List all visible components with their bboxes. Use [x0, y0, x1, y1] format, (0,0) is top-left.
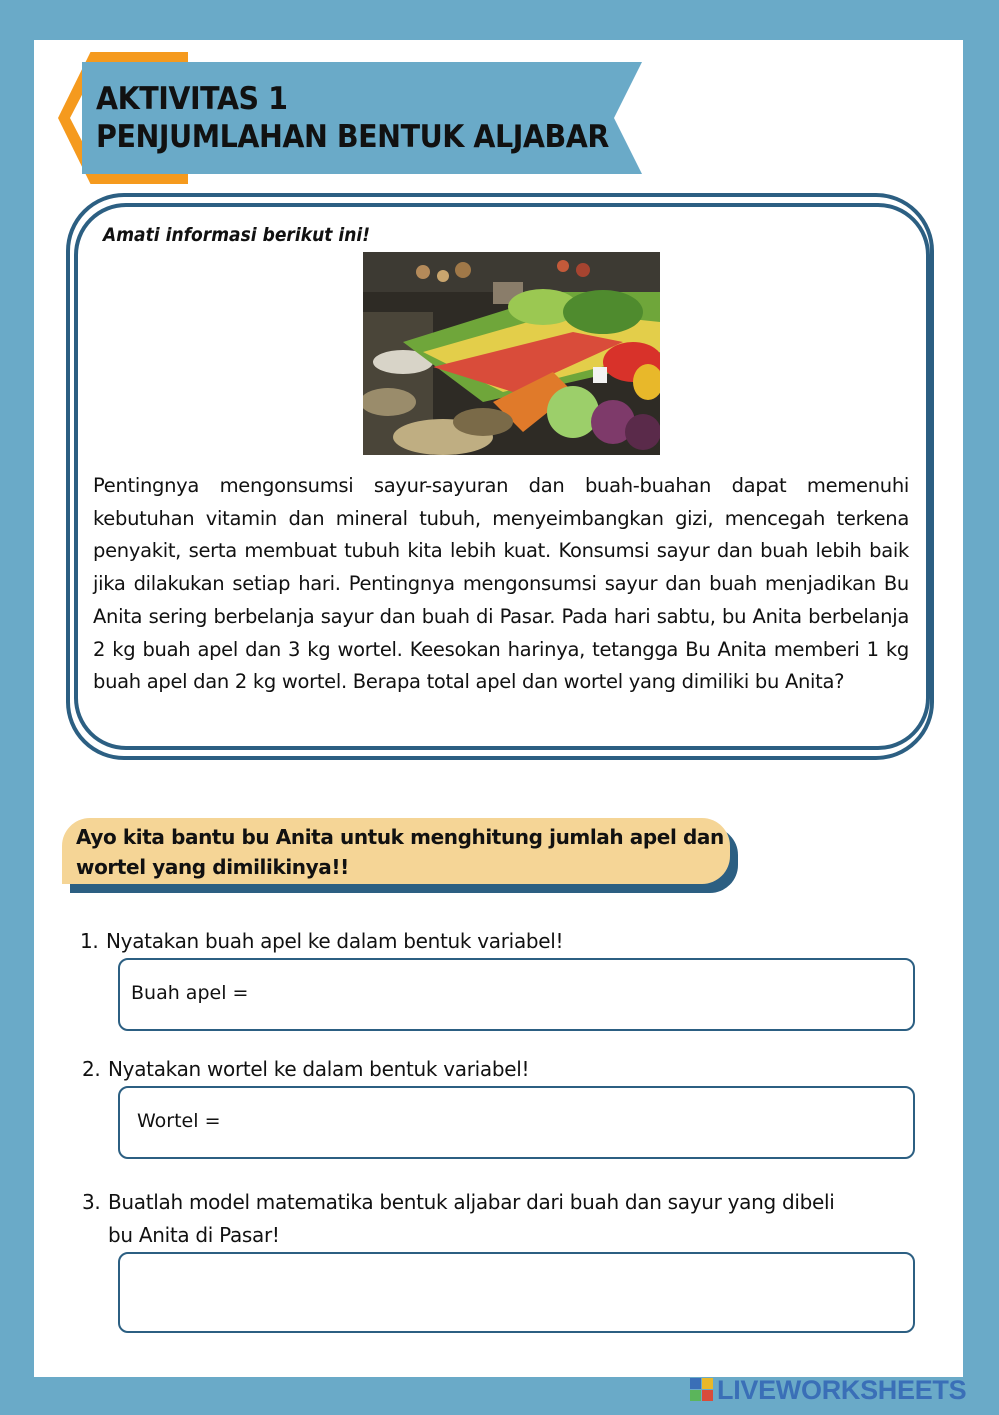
question-number: 1. — [80, 929, 99, 953]
callout-line-2: wortel yang dimilikinya!! — [76, 855, 349, 879]
story-paragraph: Pentingnya mengonsumsi sayur-sayuran dan buah-buahan dapat memenuhi kebutuhan vitamin dan mineral tubuh, menyeimbangkan gizi, mencegah terkena penyakit, serta membuat tubuh kita lebih kuat. Konsumsi sayur dan buah lebih baik jika dilakukan setiap hari. Pentingnya mengonsumsi sayur dan buah menjadikan Bu Anita sering berbelanja sayur dan buah di Pasar. Pada hari sabtu, bu Anita berbelanja 2 kg buah apel dan 3 kg wortel. Keesokan harinya, tetangga Bu Anita memberi 1 kg buah apel dan 2 kg wortel. Berapa total apel dan wortel yang dimiliki bu Anita? — [93, 474, 909, 694]
title-line-2: PENJUMLAHAN BENTUK ALJABAR — [96, 119, 609, 155]
info-heading: Amati informasi berikut ini! — [103, 224, 371, 246]
page-title — [96, 80, 609, 156]
answer-box-2[interactable] — [118, 1086, 915, 1159]
question-number: 3. — [82, 1190, 101, 1214]
answer-box-3[interactable] — [118, 1252, 915, 1333]
logo-text: LIVEWORKSHEETS — [717, 1374, 967, 1405]
answer-label-1: Buah apel = — [131, 982, 249, 1004]
callout-line-1: Ayo kita bantu bu Anita untuk menghitung jumlah apel dan — [76, 825, 724, 849]
question-text-line-1: Buatlah model matematika bentuk aljabar dari buah dan sayur yang dibeli — [108, 1190, 835, 1214]
answer-label-2: Wortel = — [137, 1110, 221, 1132]
callout-text — [76, 822, 736, 882]
question-text: Nyatakan wortel ke dalam bentuk variabel! — [108, 1057, 530, 1081]
liveworksheets-logo[interactable] — [690, 1372, 966, 1408]
question-number: 2. — [82, 1057, 101, 1081]
question-text-line-2: bu Anita di Pasar! — [108, 1223, 280, 1247]
market-photo — [363, 252, 660, 455]
answer-box-1[interactable] — [118, 958, 915, 1031]
question-1 — [80, 925, 563, 958]
market-photo-illustration — [363, 252, 660, 455]
title-line-1: AKTIVITAS 1 — [96, 81, 288, 117]
question-text: Nyatakan buah apel ke dalam bentuk variabel! — [106, 929, 564, 953]
liveworksheets-logo-icon — [690, 1378, 714, 1402]
question-3 — [82, 1186, 912, 1252]
question-2 — [82, 1053, 529, 1086]
